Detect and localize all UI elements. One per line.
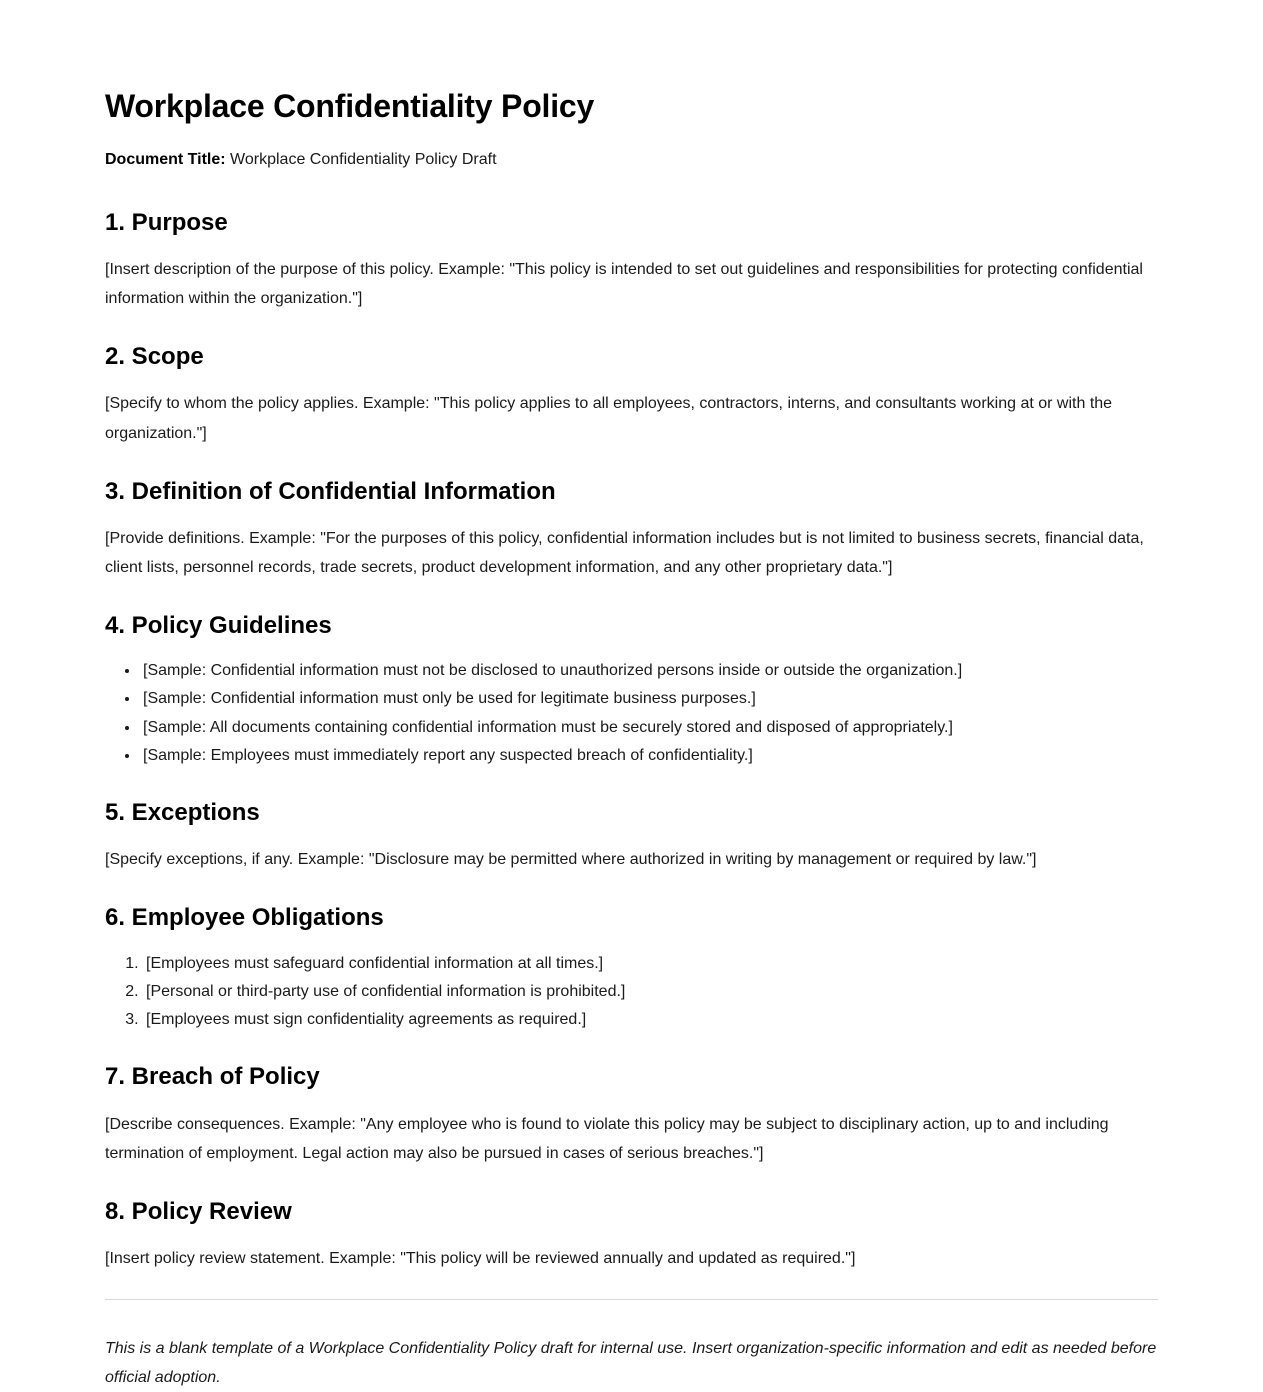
section-purpose (105, 207, 1158, 313)
section-heading-policy-review: 8. Policy Review (105, 1197, 292, 1225)
section-body-breach-of-policy: [Describe consequences. Example: "Any employee who is found to violate this policy may be subject to disciplinary action, up to and including termination of employment. Legal action may also be pursued in cases of serious breaches."] (105, 1115, 1109, 1162)
list-item: • [Sample: All documents containing confidential information must be securely stored and disposed of appropriately.] (140, 715, 1158, 741)
section-heading-policy-guidelines: 4. Policy Guidelines (105, 612, 332, 640)
section-heading-employee-obligations: 6. Employee Obligations (105, 904, 384, 932)
employee-obligations-list (105, 951, 1158, 1034)
section-policy-review (105, 1196, 1158, 1273)
section-heading-purpose: 1. Purpose (105, 208, 228, 236)
section-body-purpose: [Insert description of the purpose of this policy. Example: "This policy is intended to set out guidelines and responsibilities for protecting confidential information within the organization."] (105, 260, 1143, 308)
section-body-exceptions: [Specify exceptions, if any. Example: "Disclosure may be permitted where authorized in writing by management or required by law."] (105, 851, 1037, 869)
section-body-definition: [Provide definitions. Example: "For the purposes of this policy, confidential information includes but is not limited to business secrets, financial data, client lists, personnel records, trade secrets, product development information, and any other proprietary data."] (105, 529, 1144, 576)
section-heading-definition: 3. Definition of Confidential Information (105, 477, 556, 505)
footer-note: This is a blank template of a Workplace Confidentiality Policy draft for internal use. Insert organization-specific information and edit as needed before official adoption. (105, 1340, 1157, 1387)
list-item: • [Sample: Employees must immediately report any suspected breach of confidentiality.] (140, 743, 1158, 769)
section-breach-of-policy (105, 1061, 1158, 1167)
section-body-policy-review: [Insert policy review statement. Example: "This policy will be reviewed annually and updated as required."] (105, 1249, 856, 1267)
list-item: 1. [Employees must safeguard confidential information at all times.] (143, 951, 1158, 977)
section-body-scope: [Specify to whom the policy applies. Example: "This policy applies to all employees, contractors, interns, and consultants working at or with the organization."] (105, 395, 1113, 442)
document-title-label: Document Title: (105, 151, 226, 168)
section-heading-scope: 2. Scope (105, 343, 204, 371)
section-employee-obligations (105, 902, 1158, 1033)
list-item: • [Sample: Confidential information must not be disclosed to unauthorized persons inside or outside the organization.] (140, 658, 1158, 684)
section-scope (105, 341, 1158, 447)
section-heading-exceptions: 5. Exceptions (105, 799, 260, 827)
footer-divider (105, 1299, 1158, 1300)
document-title-value: Workplace Confidentiality Policy Draft (225, 151, 497, 168)
list-item: 3. [Employees must sign confidentiality agreements as required.] (143, 1007, 1158, 1033)
section-exceptions (105, 797, 1158, 874)
page-title: Workplace Confidentiality Policy (105, 88, 595, 124)
section-heading-breach-of-policy: 7. Breach of Policy (105, 1063, 320, 1091)
section-policy-guidelines (105, 610, 1158, 769)
list-item: 2. [Personal or third-party use of confidential information is prohibited.] (143, 979, 1158, 1005)
policy-guidelines-list (105, 658, 1158, 769)
list-item: • [Sample: Confidential information must only be used for legitimate business purposes.] (140, 686, 1158, 712)
policy-document (105, 86, 1158, 1392)
document-title-meta (105, 148, 1158, 173)
section-definition (105, 476, 1158, 582)
